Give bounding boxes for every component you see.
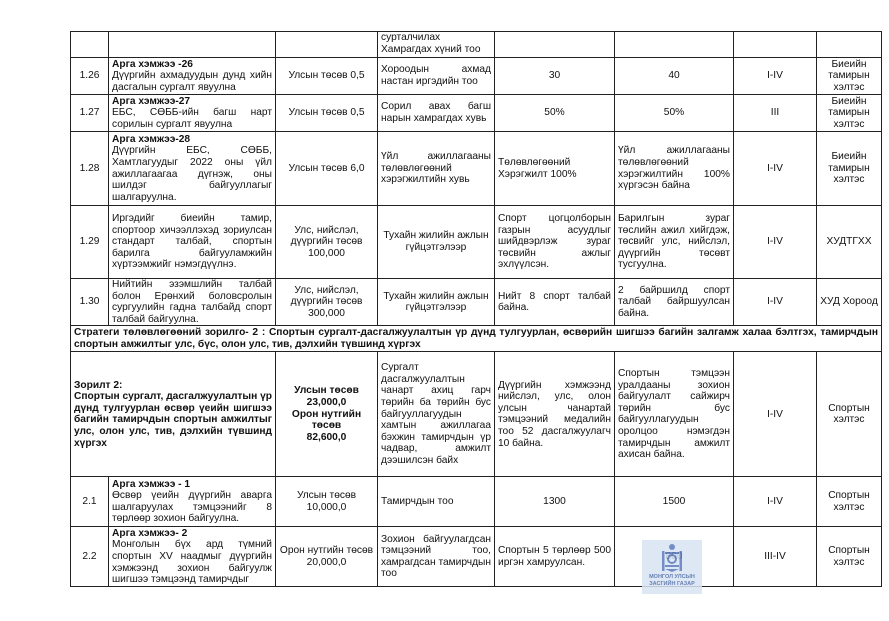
- baseline-cell: 1300: [495, 477, 615, 527]
- row-number: 1.28: [71, 132, 109, 206]
- budget-cell: Улс, нийслэл, дүүргийн төсөв 300,000: [276, 279, 378, 326]
- activity-cell: [109, 477, 276, 527]
- responsible-cell: Биеийн тамирын хэлтэс: [817, 58, 882, 95]
- responsible-cell: ХУДТГХХ: [817, 206, 882, 279]
- watermark-line1: МОНГОЛ УЛСЫН: [649, 574, 695, 580]
- indicator-cell: Үйл ажиллагааны төлөвлөгөөний хэрэгжилтийн хувь: [378, 132, 495, 206]
- budget-cell: [276, 352, 378, 477]
- target-cell: Барилгын зураг төслийн ажил хийгдэж, төсвийг улс, нийслэл, дүүргийн төсөвт тусгуулна.: [615, 206, 734, 279]
- target-cell: 40: [615, 58, 734, 95]
- baseline-cell: 30: [495, 58, 615, 95]
- indicator-cell: сурталчилах Хамрагдах хүний тоо: [378, 32, 495, 58]
- table-row: [71, 206, 882, 279]
- target-cell: 1500: [615, 477, 734, 527]
- row-number: 1.30: [71, 279, 109, 326]
- table-row: [71, 95, 882, 132]
- budget-local-label: Орон нутгийн төсөв: [291, 408, 362, 432]
- quarter-cell: I-IV: [734, 352, 817, 477]
- responsible-cell: [817, 32, 882, 58]
- government-watermark: [642, 540, 702, 594]
- activity-title: Арга хэмжээ -26: [112, 58, 193, 70]
- quarter-cell: I-IV: [734, 279, 817, 326]
- quarter-cell: I-IV: [734, 58, 817, 95]
- row-number: 1.27: [71, 95, 109, 132]
- responsible-cell: Спортын хэлтэс: [817, 527, 882, 587]
- indicator-cell: Сургалт дасгалжуулалтын чанарт ахиц гарч төрийн ба төрийн бус байгууллагуудын хамтын ажиллагаа бэхжин тамирчдын үр чадвар, амжилт дээшилсэн байх: [378, 352, 495, 477]
- budget-state-label: Улсын төсөв: [294, 385, 359, 397]
- target-cell: 2 байршилд спорт талбай байршуулсан байна.: [615, 279, 734, 326]
- activity-desc: Дүүргийн ЕБС, СӨББ, Хамтлагуудыг 2022 оны үйл ажиллагаагаа дүгнэж, оны шилдэг байгууллагыг шалгаруулна.: [112, 145, 272, 203]
- budget-state-value: 23,000,0: [306, 396, 347, 408]
- budget-cell: Улс, нийслэл, дүүргийн төсөв 100,000: [276, 206, 378, 279]
- row-number: 2.2: [71, 527, 109, 587]
- baseline-cell: Төлөвлөгөөний Хэрэгжилт 100%: [495, 132, 615, 206]
- activity-title: Арга хэмжээ-27: [112, 95, 191, 107]
- table-row: [71, 279, 882, 326]
- strategy-row: [71, 326, 882, 352]
- target-cell: Спортын тэмцээн уралдааны зохион байгуулалт сайжирч төрийн бус байгууллагуудын оролцоо нэмэгдэн тамирчдын амжилт ахисан байна.: [615, 352, 734, 477]
- table-row: [71, 527, 882, 587]
- table-row: [71, 58, 882, 95]
- baseline-cell: Спорт цогцолборын газрын асуудлыг шийдвэрлэж зураг төсвийн ажлыг эхлүүлсэн.: [495, 206, 615, 279]
- indicator-cell: Тухайн жилийн ажлын гүйцэтгэлээр: [378, 206, 495, 279]
- target-cell: 50%: [615, 95, 734, 132]
- activity-title: Арга хэмжээ - 1: [112, 478, 191, 490]
- quarter-cell: I-IV: [734, 132, 817, 206]
- goal-desc: Спортын сургалт, дасгалжуулалтын үр дүнд тулгуурлан өсвөр үеийн шигшээ багийн тамирчдын спортын амжилтыг улс, олон улс, тив, дэлхийн түвшинд хүргэх: [74, 391, 272, 449]
- budget-cell: Улсын төсөв 0,5: [276, 58, 378, 95]
- activity-desc: ЕБС, СӨББ-ийн багш нарт сорилын сургалт явуулна: [112, 107, 272, 130]
- budget-cell: [276, 32, 378, 58]
- activity-desc: Монголын бүх ард түмний спортын XV наадмыг дүүргийн хэмжээнд зохион байгуулж шигшээ тэмцээнд тамирчдыг: [112, 539, 272, 586]
- row-number: 1.26: [71, 58, 109, 95]
- indicator-cell: Тамирчдын тоо: [378, 477, 495, 527]
- goal-row: [71, 352, 882, 477]
- budget-cell: Улсын төсөв 10,000,0: [276, 477, 378, 527]
- activity-desc: Дүүргийн ахмадуудын дунд хийн дасгалын сургалт явуулна: [112, 70, 272, 93]
- target-cell: Үйл ажиллагааны төлөвлөгөөний хэрэгжилтийн 100% хүргэсэн байна: [615, 132, 734, 206]
- baseline-cell: 50%: [495, 95, 615, 132]
- activity-cell: [109, 32, 276, 58]
- row-number: 2.1: [71, 477, 109, 527]
- baseline-cell: [495, 32, 615, 58]
- strategy-goal-text: Стратеги төлөвлөгөөний зорилго- 2 : Спортын сургалт-дасгалжуулалтын үр дүнд тулгуурлан, өсвөрийн шигшээ багийн залгамж халаа бэлтгэх, тамирчдын спортын амжилтыг улс, бүс, олон улс, тив, дэлхийн түвшинд хүргэх: [71, 326, 882, 352]
- baseline-cell: Спортын 5 төрлөөр 500 иргэн хамруулсан.: [495, 527, 615, 587]
- activity-title: Арга хэмжээ-28: [112, 133, 191, 145]
- activity-cell: [109, 58, 276, 95]
- responsible-cell: Спортын хэлтэс: [817, 352, 882, 477]
- budget-cell: Улсын төсөв 6,0: [276, 132, 378, 206]
- baseline-cell: Нийт 8 спорт талбай байна.: [495, 279, 615, 326]
- indicator-cell: Сорил авах багш нарын хамрагдах хувь: [378, 95, 495, 132]
- budget-cell: Орон нутгийн төсөв 20,000,0: [276, 527, 378, 587]
- row-number: [71, 32, 109, 58]
- table-row: [71, 32, 882, 58]
- responsible-cell: Биеийн тамирын хэлтэс: [817, 132, 882, 206]
- responsible-cell: ХУД Хороод: [817, 279, 882, 326]
- watermark-line2: ЗАСГИЙН ГАЗАР: [649, 581, 695, 587]
- table-row: [71, 132, 882, 206]
- budget-cell: Улсын төсөв 0,5: [276, 95, 378, 132]
- indicator-cell: Тухайн жилийн ажлын гүйцэтгэлээр: [378, 279, 495, 326]
- goal-title: Зорилт 2:: [74, 379, 123, 391]
- indicator-cell: Хороодын ахмад настан иргэдийн тоо: [378, 58, 495, 95]
- responsible-cell: Биеийн тамирын хэлтэс: [817, 95, 882, 132]
- activity-cell: Нийтийн эзэмшлийн талбай болон Ерөнхий боловсролын сургуулийн гадна талбайд спорт талбай байгуулна.: [109, 279, 276, 326]
- activity-desc: Өсвөр үеийн дүүргийн аварга шалгаруулах тэмцээнийг 8 төрлөөр зохион байгуулна.: [112, 490, 272, 525]
- quarter-cell: III-IV: [734, 527, 817, 587]
- quarter-cell: [734, 32, 817, 58]
- quarter-cell: I-IV: [734, 477, 817, 527]
- goal-cell: [71, 352, 276, 477]
- indicator-cell: Зохион байгуулагдсан тэмцээний тоо, хамрагдсан тамирчдын тоо: [378, 527, 495, 587]
- quarter-cell: I-IV: [734, 206, 817, 279]
- plan-table: [70, 31, 882, 587]
- responsible-cell: Спортын хэлтэс: [817, 477, 882, 527]
- target-cell: [615, 32, 734, 58]
- activity-title: Арга хэмжээ- 2: [112, 527, 188, 539]
- quarter-cell: III: [734, 95, 817, 132]
- activity-cell: [109, 132, 276, 206]
- activity-cell: [109, 527, 276, 587]
- activity-cell: Иргэдийг биеийн тамир, спортоор хичээллэхэд зориулсан стандарт талбай, спортын барилга байгууламжийн хүртээмжийг нэмэгдүүлнэ.: [109, 206, 276, 279]
- table-row: [71, 477, 882, 527]
- row-number: 1.29: [71, 206, 109, 279]
- activity-cell: [109, 95, 276, 132]
- soyombo-emblem-icon: [659, 543, 685, 573]
- baseline-cell: Дүүргийн хэмжээнд нийслэл, улс, олон улсын чанартай тэмцээний медалийн тоо 52 дасгалжуулагч 10 байна.: [495, 352, 615, 477]
- budget-local-value: 82,600,0: [306, 431, 347, 443]
